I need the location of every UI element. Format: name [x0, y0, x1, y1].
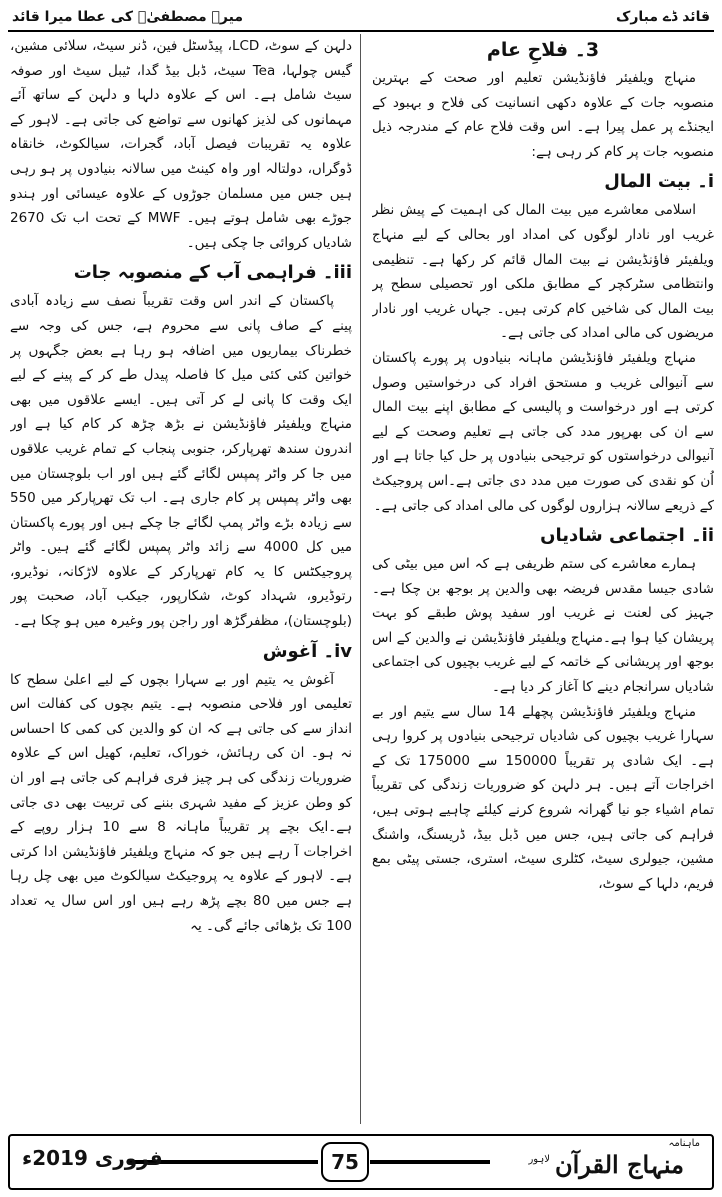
- page-number: 75: [321, 1142, 369, 1182]
- paragraph: منہاج ویلفیئر فاؤنڈیشن ماہانہ بنیادوں پر پورے پاکستان سے آنیوالی غریب و مستحق افراد کی درخواستیں وصول کرتی ہے اور درخواست و پالیسی کے مطابق اپنے بیت المال سے ان کی بھرپور مدد کی جاتی ہے تعلیم وصحت کے لیے آنیوالی درخواستوں کو ترجیحی بنیادوں پر حل کیا جاتا ہے اور اُن کو نقدی کی صورت میں مدد دی جاتی ہے۔اس پروجیکٹ کے ذریعے سالانہ ہزاروں لوگوں کی مالی امداد کی جاتی ہے۔: [372, 349, 714, 514]
- magazine-logo: [480, 1138, 700, 1184]
- page-footer: [8, 1134, 714, 1190]
- section-title: 3۔ فلاحِ عام: [486, 39, 600, 61]
- right-column: [372, 34, 714, 1126]
- magazine-label: ماہنامہ: [668, 1138, 700, 1149]
- paragraph: پاکستان کے اندر اس وقت تقریباً نصف سے زیادہ آبادی پینے کے صاف پانی سے محروم ہے، جس کی وجہ سے خطرناک بیماریوں میں اضافہ ہو رہا ہے بعض جگہوں پر خواتین کئی کئی میل کا فاصلہ پیدل طے کر کے پینے کے لیے ایک وقت کا پانی لے کر آتی ہیں۔ ایسے علاقوں میں بھی منہاج ویلفیئر فاؤنڈیشن نے بڑھ چڑھ کر کام کیا ہے اور اندرون سندھ تھرپارکر، جنوبی پنجاب کے تمام غریب علاقوں میں جا کر واٹر پمپس لگائے گئے ہیں اور اب بلوچستان میں بھی واٹر پمپس پر کام جاری ہے۔ اب تک تھرپارکر میں 550 سے زیادہ بڑے واٹر پمپ لگائے جا چکے ہیں اور پورے پاکستان میں کل 4000 سے زائد واٹر پمپس لگائے گئے ہیں۔ واٹر پروجیکٹس کا یہ کام تھرپارکر کے علاوہ لاڑکانہ، نوڈیرو، رتوڈیرو، شہداد کوٹ، شکارپور، جیکب آباد، صحبت پور (بلوچستان)، مظفرگڑھ اور راجن پور وغیرہ میں ہو چکا ہے۔: [10, 293, 352, 630]
- paragraph: دلہن کے سوٹ، LCD، پیڈسٹل فین، ڈنر سیٹ، سلائی مشین، گیس چولہا، Tea سیٹ، ڈبل بیڈ گدا، ٹیبل سیٹ اور صوفہ سیٹ شامل ہے۔ اس کے علاوہ دلہا و دلہن کے ساتھ آئے مہمانوں کی لذیز کھانوں سے تواضع کی جاتی ہے۔ لاہور کے علاوہ یہ تقریبات فیصل آباد، گجرات، سیالکوٹ، خانقاہ ڈوگراں، دولتالہ اور واہ کینٹ میں سالانہ بنیادوں پر ہو رہی ہیں جس میں مسلمان جوڑوں کے علاوہ عیسائی اور ہندو جوڑے بھی شامل ہوتے ہیں۔ MWF کے تحت اب تک 2670 شادیاں کروائی جا چکی ہیں۔: [10, 38, 352, 251]
- paragraph: ہمارے معاشرے کی ستم ظریفی ہے کہ اس میں بیٹی کی شادی جیسا مقدس فریضہ بھی والدین پر بوجھ بن چکا ہے۔ جہیز کی لعنت نے غریب اور سفید پوش طبقے کو بہت پریشان کیا ہوا ہے۔منہاج ویلفیئر فاؤنڈیشن نے والدین کے اس بوجھ اور پریشانی کے خاتمہ کے لیے غریب بچیوں کی اجتماعی شادیاں سرانجام دینے کا آغاز کر دیا ہے۔: [372, 556, 714, 696]
- subheading-bait-ul-maal: i۔ بیت المال: [604, 171, 714, 193]
- issue-date: فروری 2019ء: [22, 1146, 163, 1170]
- section-intro: منہاج ویلفیئر فاؤنڈیشن تعلیم اور صحت کے بہترین منصوبہ جات کے علاوہ دکھی انسانیت کی فلاح و بہبود کے ایجنڈے پر عمل پیرا ہے۔ اس وقت فلاح عام کے مندرجہ ذیل منصوبہ جات پر کام کر رہی ہے:: [372, 70, 714, 160]
- subheading-water-projects: iii۔ فراہمی آب کے منصوبہ جات: [73, 262, 352, 284]
- paragraph: منہاج ویلفیئر فاؤنڈیشن پچھلے 14 سال سے یتیم اور بے سہارا غریب بچیوں کی شادیاں ترجیحی بنیادوں پر کروا رہی ہے۔ ایک شادی پر تقریباً 150000 سے 175000 تک کے اخراجات آتے ہیں۔ ہر دلہن کو ضروریات زندگی کی تقریباً تمام اشیاء جو نیا گھرانہ شروع کرنے کیلئے چاہیے ہوتی ہیں، فراہم کی جاتی ہیں، جس میں ڈبل بیڈ، ڈریسنگ، واشنگ مشین، جیولری سیٹ، کٹلری سیٹ، استری، جستی پیٹی بمع فریم، دلہا کے سوٹ،: [372, 703, 714, 892]
- left-column: [10, 34, 352, 1126]
- magazine-city: لاہور: [528, 1154, 550, 1165]
- footer-bar: [370, 1160, 490, 1164]
- paragraph: آغوش یہ یتیم اور بے سہارا بچوں کے لیے اعلیٰ سطح کا تعلیمی اور فلاحی منصوبہ ہے۔ یتیم بچوں کی کفالت اس انداز سے کی جاتی ہے کہ ان کو والدین کی کمی کا احساس نہ ہو۔ ان کی رہائش، خوراک، تعلیم، کھیل اس کے علاوہ ضروریات زندگی کی ہر چیز فری فراہم کی جاتی ہے اور ان کو وطن عزیز کے مفید شہری بننے کی تربیت بھی دی جاتی ہے۔ایک بچے پر تقریباً ماہانہ 8 سے 10 ہزار روپے کے اخراجات آ رہے ہیں جو کہ منہاج ویلفیئر فاؤنڈیشن ادا کرتی ہے۔ لاہور کے علاوہ یہ پروجیکٹ سیالکوٹ میں بھی چل رہا ہے جس میں 80 بچے پڑھ رہے ہیں اور اس سال یہ تعداد 100 تک بڑھائی جائے گی۔ یہ: [10, 671, 352, 934]
- header-left-title: میرے مصطفیٰؐ کی عطا میرا قائد: [12, 9, 244, 25]
- header-rule: [8, 30, 714, 32]
- magazine-name: منہاج القرآن: [555, 1150, 684, 1179]
- subheading-mass-weddings: ii۔ اجتماعی شادیاں: [540, 525, 714, 547]
- subheading-aghosh: iv۔ آغوش: [262, 640, 352, 662]
- page-header: [8, 6, 714, 28]
- column-divider: [360, 34, 361, 1124]
- header-right-title: قائد ڈے مبارک: [616, 9, 710, 25]
- paragraph: اسلامی معاشرے میں بیت المال کی اہمیت کے پیش نظر غریب اور نادار لوگوں کی امداد اور بحالی کے لیے منہاج ویلفیئر فاؤنڈیشن نے بیت المال قائم کر رکھا ہے۔ تنظیمی وانتظامی سٹرکچر کے مطابق ملکی اور تحصیلی سطح پر بیت المال کی شاخیں کام کرتی ہیں۔ جہاں غریب اور نادار مریضوں کی مالی امداد کی جاتی ہے۔: [372, 202, 714, 342]
